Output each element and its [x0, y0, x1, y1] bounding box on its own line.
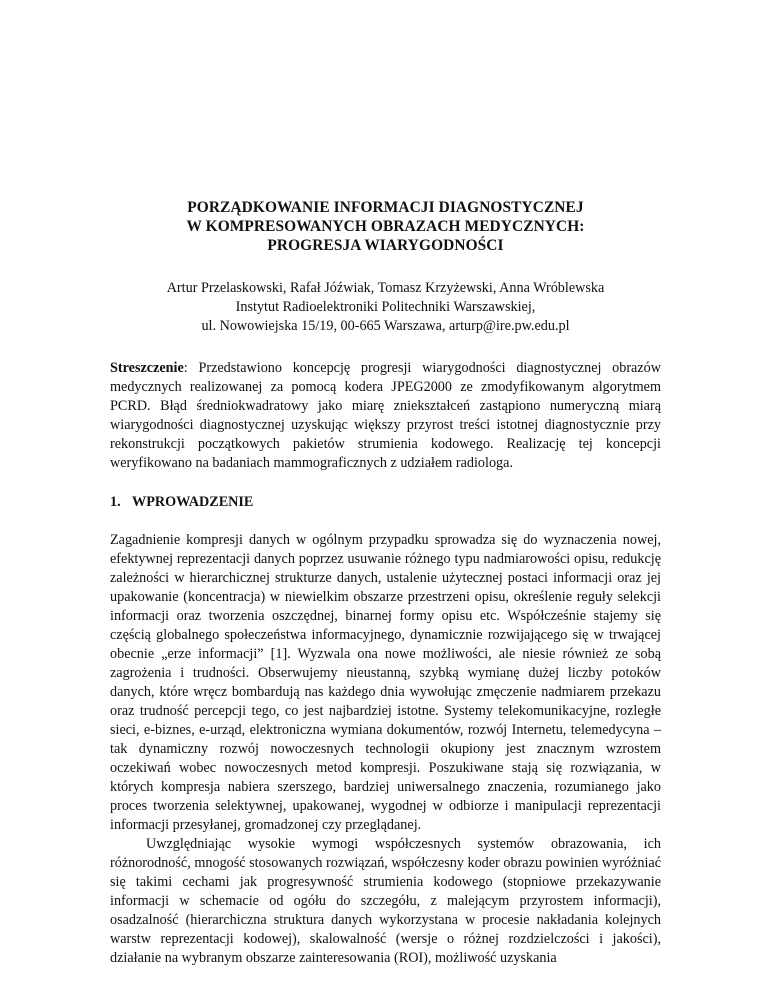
abstract: [110, 359, 661, 473]
title-line-3: PROGRESJA WIARYGODNOŚCI: [267, 237, 504, 254]
section-number: 1.: [110, 494, 121, 510]
paragraph-1: Zagadnienie kompresji danych w ogólnym przypadku sprowadza się do wyznaczenia nowej, efektywnej reprezentacji danych poprzez usuwanie różnego typu nadmiarowości opisu, redukcję zależności w hierarchicznej strukturze danych, ustalenie użytecznej postaci informacji oraz jej upakowanie (koncentracja) w niewielkim obszarze przestrzeni opisu, określenie reguły selekcji informacji oraz tworzenia oszczędnej, binarnej formy opisu etc. Współcześnie stajemy się częścią globalnego społeczeństwa informacyjnego, dynamicznie rozwijającego się w trwającej obecnie „erze informacji” [1]. Wyzwala ona nowe możliwości, ale niesie również ze sobą zagrożenia i trudności. Obserwujemy nieustanną, szybką wymianę dużej liczby potoków danych, które wręcz bombardują nas każdego dnia wywołując zmęczenie nadmiarem przekazu oraz trudność percepcji tego, co jest najbardziej istotne. Systemy telekomunikacyjne, rozległe sieci, e-biznes, e-urząd, elektroniczna wymiana dokumentów, rozwój Internetu, telemedycyna – tak dynamiczny rozwój nowoczesnych technologii okupiony jest znacznym wzrostem oczekiwań wobec nowoczesnych metod kompresji. Poszukiwane stają się rozwiązania, w których kompresja nabiera szerszego, bardziej uniwersalnego znaczenia, rozumianego jako proces tworzenia selektywnej, upakowanej, wygodnej w odbiorze i manipulacji reprezentacji informacji przesyłanej, gromadzonej czy przeglądanej.: [110, 532, 661, 833]
abstract-label: Streszczenie: [110, 360, 184, 376]
title-line-1: PORZĄDKOWANIE INFORMACJI DIAGNOSTYCZNEJ: [187, 199, 584, 216]
authors: Artur Przelaskowski, Rafał Jóźwiak, Tomasz Krzyżewski, Anna Wróblewska: [166, 280, 605, 296]
title-line-2: W KOMPRESOWANYCH OBRAZACH MEDYCZNYCH:: [186, 218, 585, 235]
paragraph-2: Uwzględniając wysokie wymogi współczesnych systemów obrazowania, ich różnorodność, mnogość stosowanych rozwiązań, współczesny koder obrazu powinien wyróżniać się takimi cechami jak progresywność strumienia kodowego (stopniowe przekazywanie informacji w schemacie od ogółu do szczegółu, z malejącym przyrostem informacji), osadzalność (hierarchiczna struktura danych wykorzystana w procesie nakładania kolejnych warstw reprezentacji kodowej), skalowalność (wersje o różnej rozdzielczości i jakości), działanie na wybranym obszarze zainteresowania (ROI), możliwość uzyskania: [110, 836, 661, 966]
paper-page: [110, 198, 661, 968]
paper-title: [110, 198, 661, 255]
abstract-text: : Przedstawiono koncepcję progresji wiarygodności diagnostycznej obrazów medycznych realizowanej za pomocą kodera JPEG2000 ze zmodyfikowanym algorytmem PCRD. Błąd średniokwadratowy jako miarę zniekształceń zastąpiono numeryczną miarą wiarygodności diagnostycznej uzyskując większy przyrost treści istotnej diagnostycznie przy rekonstrukcji początkowych pakietów strumienia kodowego. Realizację tej koncepcji weryfikowano na badaniach mammograficznych z udziałem radiologa.: [110, 360, 661, 471]
section-title: WPROWADZENIE: [132, 494, 254, 510]
author-block: [110, 279, 661, 336]
section-heading: [110, 493, 661, 512]
affiliation: Instytut Radioelektroniki Politechniki Warszawskiej,: [235, 299, 536, 315]
address: ul. Nowowiejska 15/19, 00-665 Warszawa, arturp@ire.pw.edu.pl: [201, 318, 570, 334]
